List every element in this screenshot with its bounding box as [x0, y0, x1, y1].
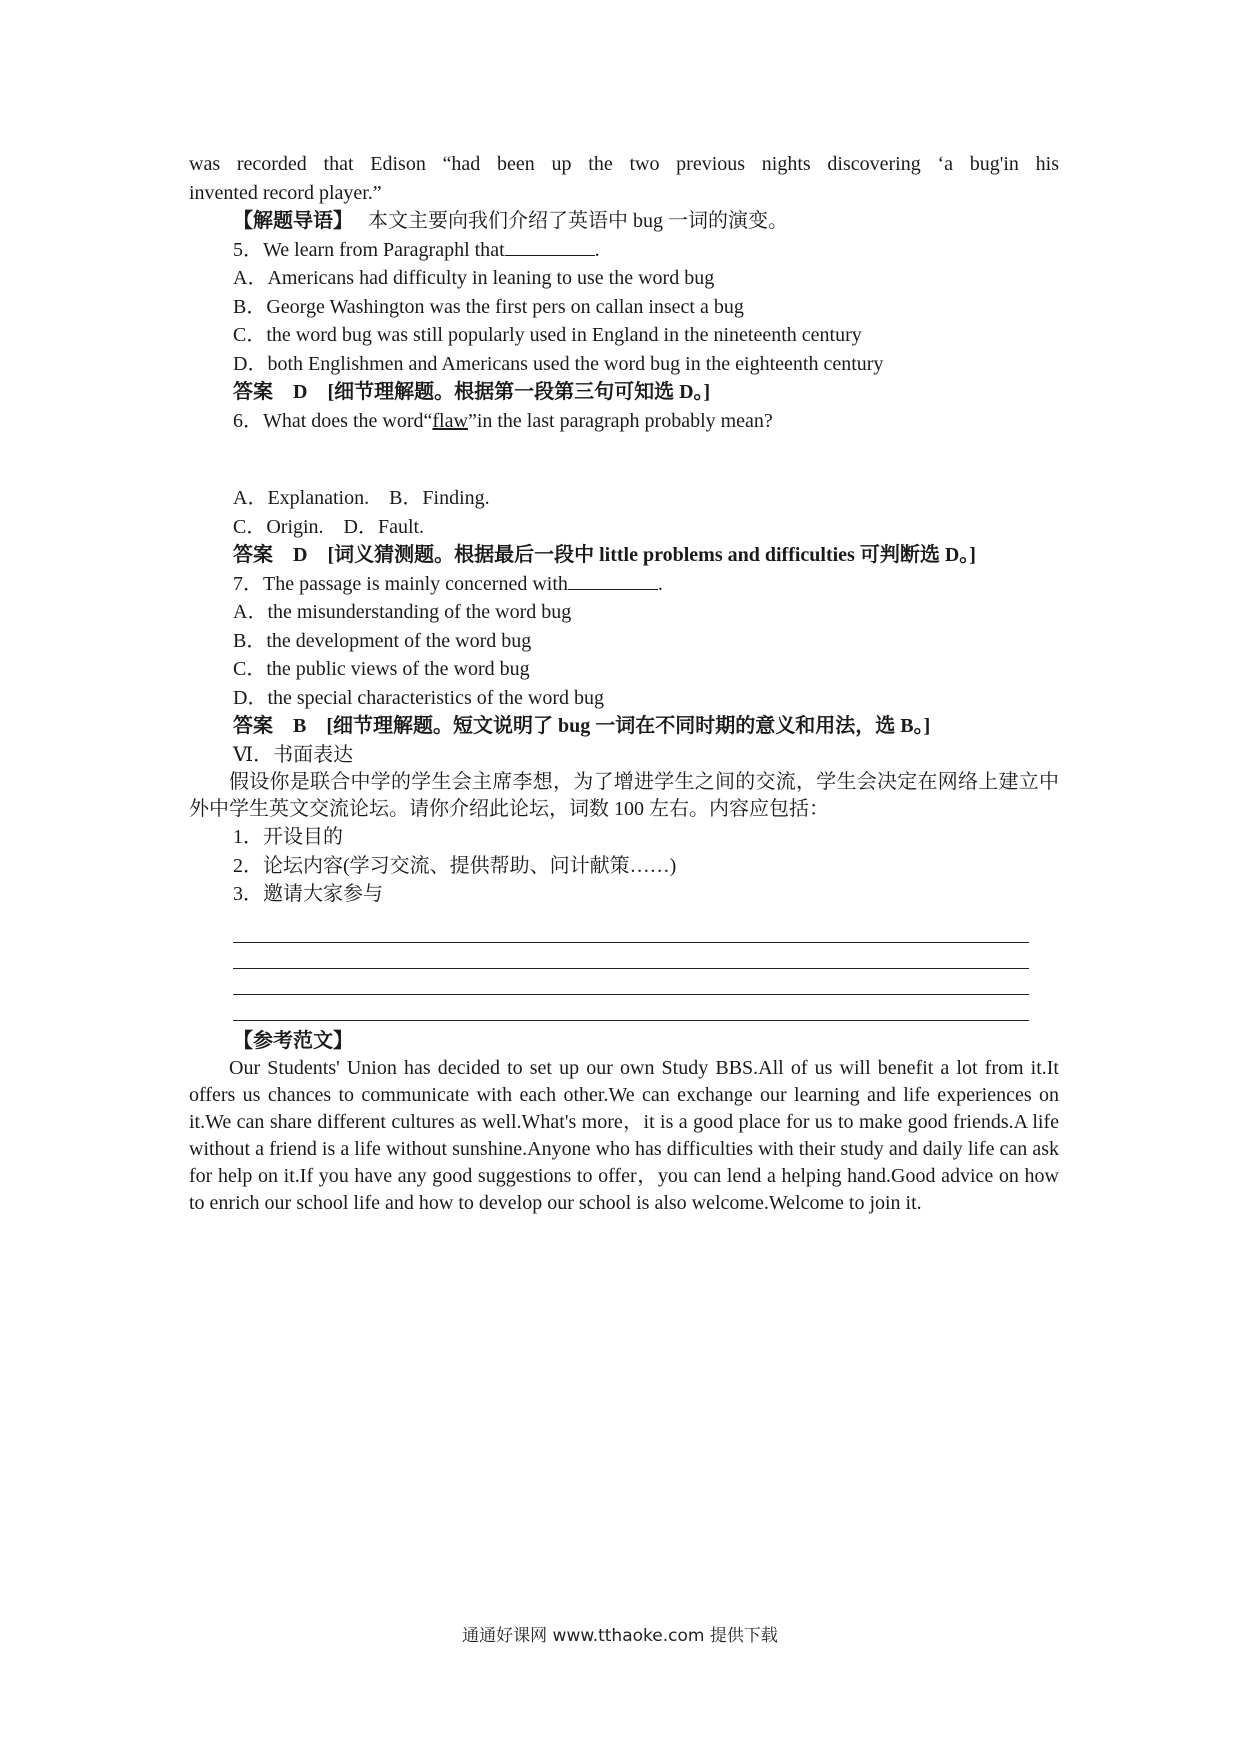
question-5-option-c: C．the word bug was still popularly used in England in the nineteenth century	[233, 324, 862, 346]
question-5-option-b: B．George Washington was the first pers on callan insect a bug	[233, 295, 744, 318]
writing-line	[233, 969, 1029, 995]
question-7-stem-text: 7．The passage is mainly concerned with	[233, 572, 568, 595]
question-7-option-c: C．the public views of the word bug	[233, 658, 530, 680]
spacer	[189, 435, 1059, 484]
reference-essay: Our Students' Union has decided to set up our own Study BBS.All of us will benefit a lot from it.It offers us chances to communicate with each other.We can exchange our learning and life experiences on it.We can share different cultures as well.What's more，it is a good place for us to make good friends.A life without a friend is a life without sunshine.Anyone who has difficulties with their study and daily life can ask for help on it.If you have any good suggestions to offer，you can lend a helping hand.Good advice on how to enrich our school life and how to develop our school is also welcome.Welcome to join it.	[189, 1057, 1059, 1214]
writing-heading: Ⅵ．书面表达	[233, 743, 354, 766]
question-7-stem-end: .	[657, 572, 663, 595]
writing-point-1: 1．开设目的	[233, 826, 343, 848]
guide-line	[189, 207, 1059, 236]
page-footer: 通通好课网 www.tthaoke.com 提供下载	[462, 1626, 778, 1646]
question-6-answer: 答案 D [词义猜测题。根据最后一段中 little problems and difficulties 可判断选 D。]	[233, 544, 976, 566]
question-5-option-d: D．both Englishmen and Americans used the word bug in the eighteenth century	[233, 352, 884, 375]
question-6-options-line-2: C．Origin. D．Fault.	[233, 515, 425, 538]
question-5-stem-end: .	[594, 238, 600, 261]
question-7-answer: 答案 B [细节理解题。短文说明了 bug 一词在不同时期的意义和用法，选 B。]	[233, 715, 931, 737]
question-7-option-a: A．the misunderstanding of the word bug	[233, 601, 572, 623]
question-6-stem	[189, 407, 1059, 436]
question-6-target-word: flaw	[432, 409, 468, 432]
writing-prompt: 假设你是联合中学的学生会主席李想，为了增进学生之间的交流，学生会决定在网络上建立中外中学生英文交流论坛。请你介绍此论坛，词数 100 左右。内容应包括：	[189, 771, 1059, 820]
question-5-stem	[189, 236, 1059, 265]
top-paragraph-line-1: was recorded that Edison “had been up the two previous nights discovering ‘a bug'in his	[189, 153, 1059, 175]
question-7-option-d: D．the special characteristics of the word bug	[233, 686, 604, 709]
question-6-options-line-1: A．Explanation. B．Finding.	[233, 487, 490, 509]
guide-label: 【解题导语】	[233, 210, 353, 232]
question-6-stem-end: ”in the last paragraph probably mean?	[467, 409, 773, 432]
question-7-option-b: B．the development of the word bug	[233, 629, 532, 652]
guide-text: 本文主要向我们介绍了英语中 bug 一词的演变。	[368, 210, 788, 232]
question-5-answer: 答案 D [细节理解题。根据第一段第三句可知选 D。]	[233, 381, 711, 403]
reference-title: 【参考范文】	[233, 1029, 353, 1052]
writing-answer-lines	[233, 917, 1029, 1021]
top-paragraph-line-2: invented record player.”	[189, 181, 382, 204]
answer-blank	[505, 237, 595, 256]
question-7-stem	[189, 570, 1059, 599]
question-5-stem-text: 5．We learn from Paragraphl that	[233, 238, 505, 261]
writing-point-3: 3．邀请大家参与	[233, 883, 383, 905]
writing-line	[233, 943, 1029, 969]
question-5-option-a: A．Americans had difficulty in leaning to use the word bug	[233, 267, 715, 289]
question-6-stem-text: 6．What does the word“	[233, 409, 433, 432]
document-content	[189, 150, 1059, 1217]
writing-point-2: 2．论坛内容(学习交流、提供帮助、问计献策……)	[233, 854, 677, 877]
answer-blank	[568, 571, 658, 590]
writing-line	[233, 917, 1029, 943]
writing-line	[233, 995, 1029, 1021]
